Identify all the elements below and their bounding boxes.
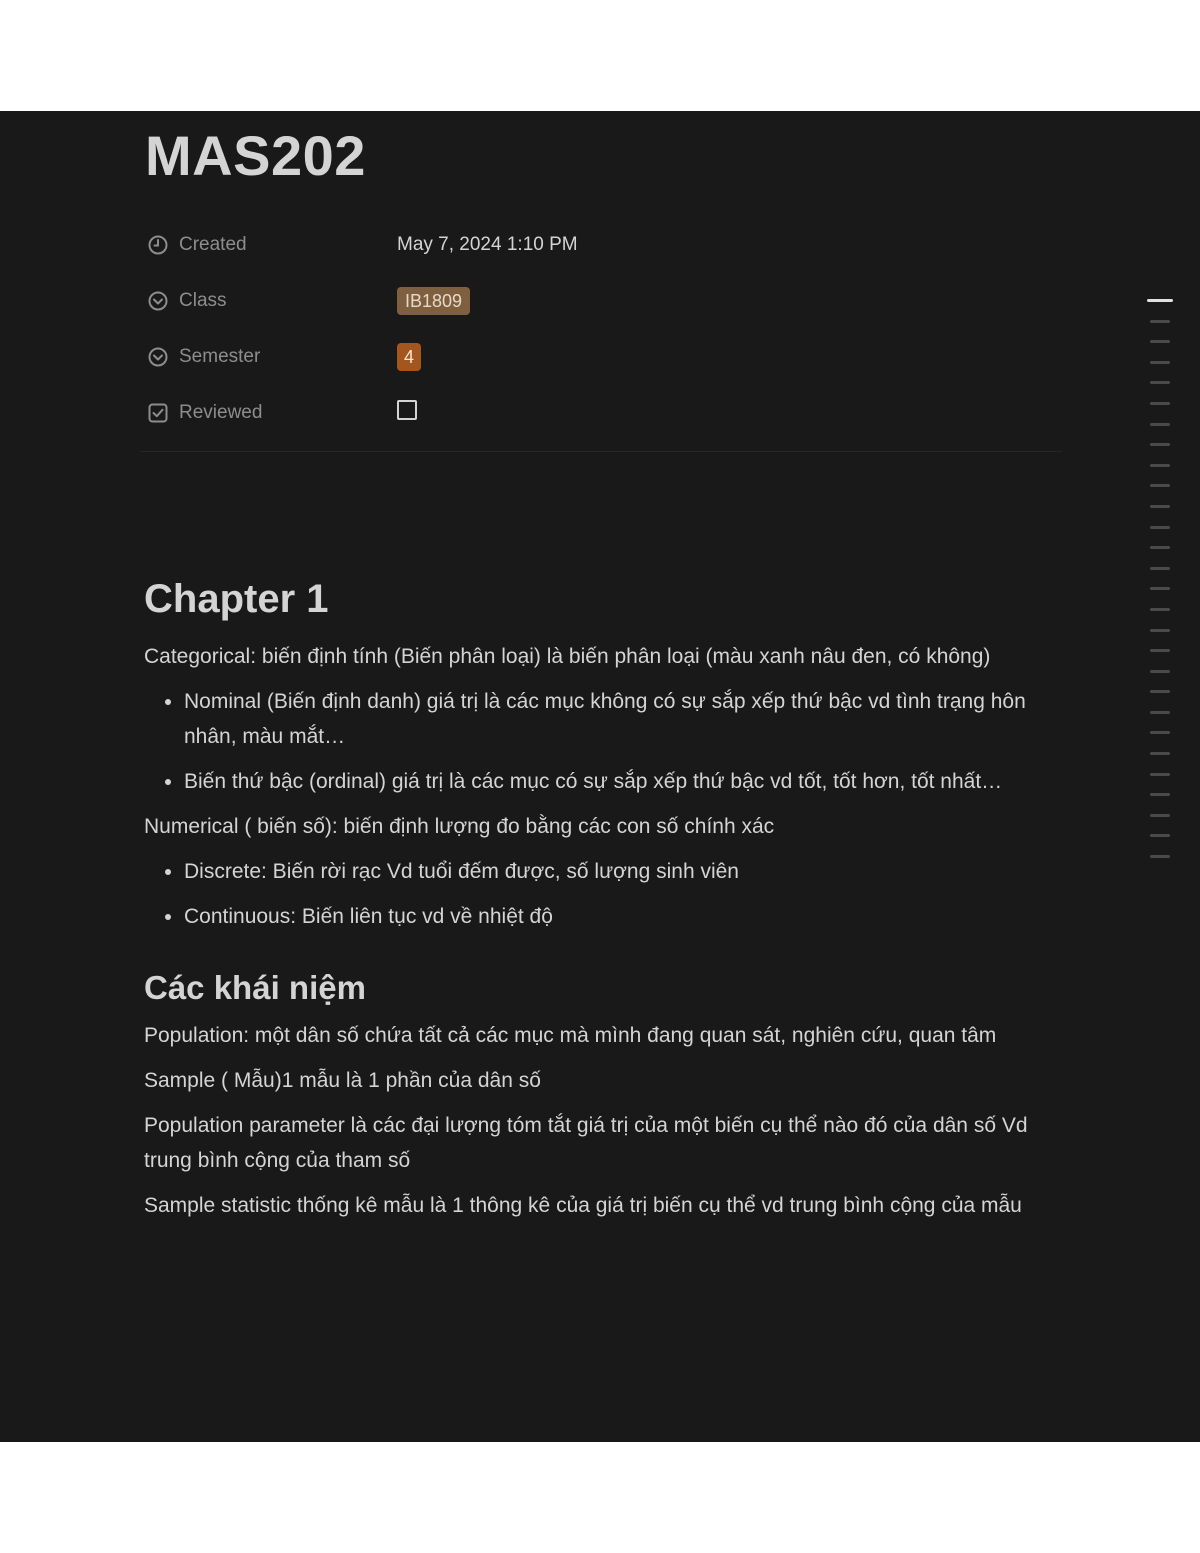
bullet-list — [144, 684, 1059, 799]
toc-item[interactable] — [1150, 670, 1170, 673]
select-icon — [147, 290, 169, 312]
paragraph[interactable]: Sample statistic thống kê mẫu là 1 thông kê của giá trị biến cụ thể vd trung bình cộng của mẫu — [144, 1194, 1022, 1217]
toc-item[interactable] — [1150, 464, 1170, 467]
paragraph[interactable]: Numerical ( biến số): biến định lượng đo bằng các con số chính xác — [144, 815, 775, 838]
list-item[interactable]: • Nominal (Biến định danh) giá trị là các mục không có sự sắp xếp thứ bậc vd tình trạng hôn nhân, màu mắt… — [184, 684, 1059, 754]
toc-item[interactable] — [1150, 423, 1170, 426]
toc-item[interactable] — [1150, 773, 1170, 776]
property-name-class[interactable] — [147, 290, 397, 312]
property-label: Semester — [179, 346, 261, 367]
clock-icon — [147, 234, 169, 256]
property-label: Class — [179, 290, 227, 311]
property-name-created[interactable] — [147, 234, 397, 256]
property-semester[interactable] — [147, 329, 1062, 385]
toc-item[interactable] — [1150, 731, 1170, 734]
toc-item[interactable] — [1150, 340, 1170, 343]
toc-item[interactable] — [1150, 526, 1170, 529]
property-reviewed[interactable] — [147, 385, 1062, 441]
toc-item[interactable] — [1150, 381, 1170, 384]
toc-item[interactable] — [1150, 814, 1170, 817]
toc-item[interactable] — [1150, 752, 1170, 755]
properties-divider — [140, 451, 1062, 452]
page-content — [144, 571, 1059, 1233]
toc-item[interactable] — [1150, 711, 1170, 714]
toc-item[interactable] — [1150, 690, 1170, 693]
semester-tag[interactable]: 4 — [397, 343, 421, 371]
class-tag[interactable]: IB1809 — [397, 287, 470, 315]
bullet-list — [144, 854, 1059, 934]
toc-item[interactable] — [1150, 567, 1170, 570]
select-icon — [147, 346, 169, 368]
property-label: Reviewed — [179, 402, 263, 423]
property-class[interactable] — [147, 273, 1062, 329]
properties-panel — [147, 217, 1062, 441]
toc-item[interactable] — [1147, 299, 1173, 302]
toc-item[interactable] — [1150, 443, 1170, 446]
toc-item[interactable] — [1150, 649, 1170, 652]
heading-cac-khai-niem[interactable]: Các khái niệm — [144, 969, 366, 1006]
list-item[interactable]: • Biến thứ bậc (ordinal) giá trị là các mục có sự sắp xếp thứ bậc vd tốt, tốt hơn, tốt nhất… — [184, 764, 1059, 799]
list-item[interactable]: • Discrete: Biến rời rạc Vd tuổi đếm được, số lượng sinh viên — [184, 854, 1059, 889]
toc-item[interactable] — [1150, 629, 1170, 632]
toc-item[interactable] — [1150, 587, 1170, 590]
paragraph[interactable]: Categorical: biến định tính (Biến phân loại) là biến phân loại (màu xanh nâu đen, có không) — [144, 645, 991, 668]
toc-item[interactable] — [1150, 608, 1170, 611]
table-of-contents-minimap[interactable] — [1150, 299, 1172, 876]
property-created[interactable] — [147, 217, 1062, 273]
toc-item[interactable] — [1150, 546, 1170, 549]
page-title[interactable]: MAS202 — [145, 124, 366, 187]
toc-item[interactable] — [1150, 793, 1170, 796]
reviewed-checkbox[interactable] — [397, 400, 417, 420]
paragraph[interactable]: Population: một dân số chứa tất cả các mục mà mình đang quan sát, nghiên cứu, quan tâm — [144, 1024, 997, 1047]
property-value-class[interactable] — [397, 287, 470, 315]
paragraph[interactable]: Population parameter là các đại lượng tóm tắt giá trị của một biến cụ thể nào đó của dân số Vd trung bình cộng của tham số — [144, 1114, 1028, 1172]
property-value-reviewed[interactable] — [397, 400, 417, 426]
property-label: Created — [179, 234, 247, 255]
toc-item[interactable] — [1150, 484, 1170, 487]
toc-item[interactable] — [1150, 320, 1170, 323]
toc-item[interactable] — [1150, 505, 1170, 508]
list-item[interactable]: • Continuous: Biến liên tục vd về nhiệt độ — [184, 899, 1059, 934]
toc-item[interactable] — [1150, 402, 1170, 405]
property-name-semester[interactable] — [147, 346, 397, 368]
property-name-reviewed[interactable] — [147, 402, 397, 424]
toc-item[interactable] — [1150, 855, 1170, 858]
notion-page — [0, 111, 1200, 1442]
toc-item[interactable] — [1150, 834, 1170, 837]
checkbox-icon — [147, 402, 169, 424]
heading-chapter-1[interactable]: Chapter 1 — [144, 577, 329, 621]
property-value-created[interactable]: May 7, 2024 1:10 PM — [397, 234, 578, 255]
paragraph[interactable]: Sample ( Mẫu)1 mẫu là 1 phần của dân số — [144, 1069, 541, 1092]
property-value-semester[interactable] — [397, 343, 421, 371]
toc-item[interactable] — [1150, 361, 1170, 364]
